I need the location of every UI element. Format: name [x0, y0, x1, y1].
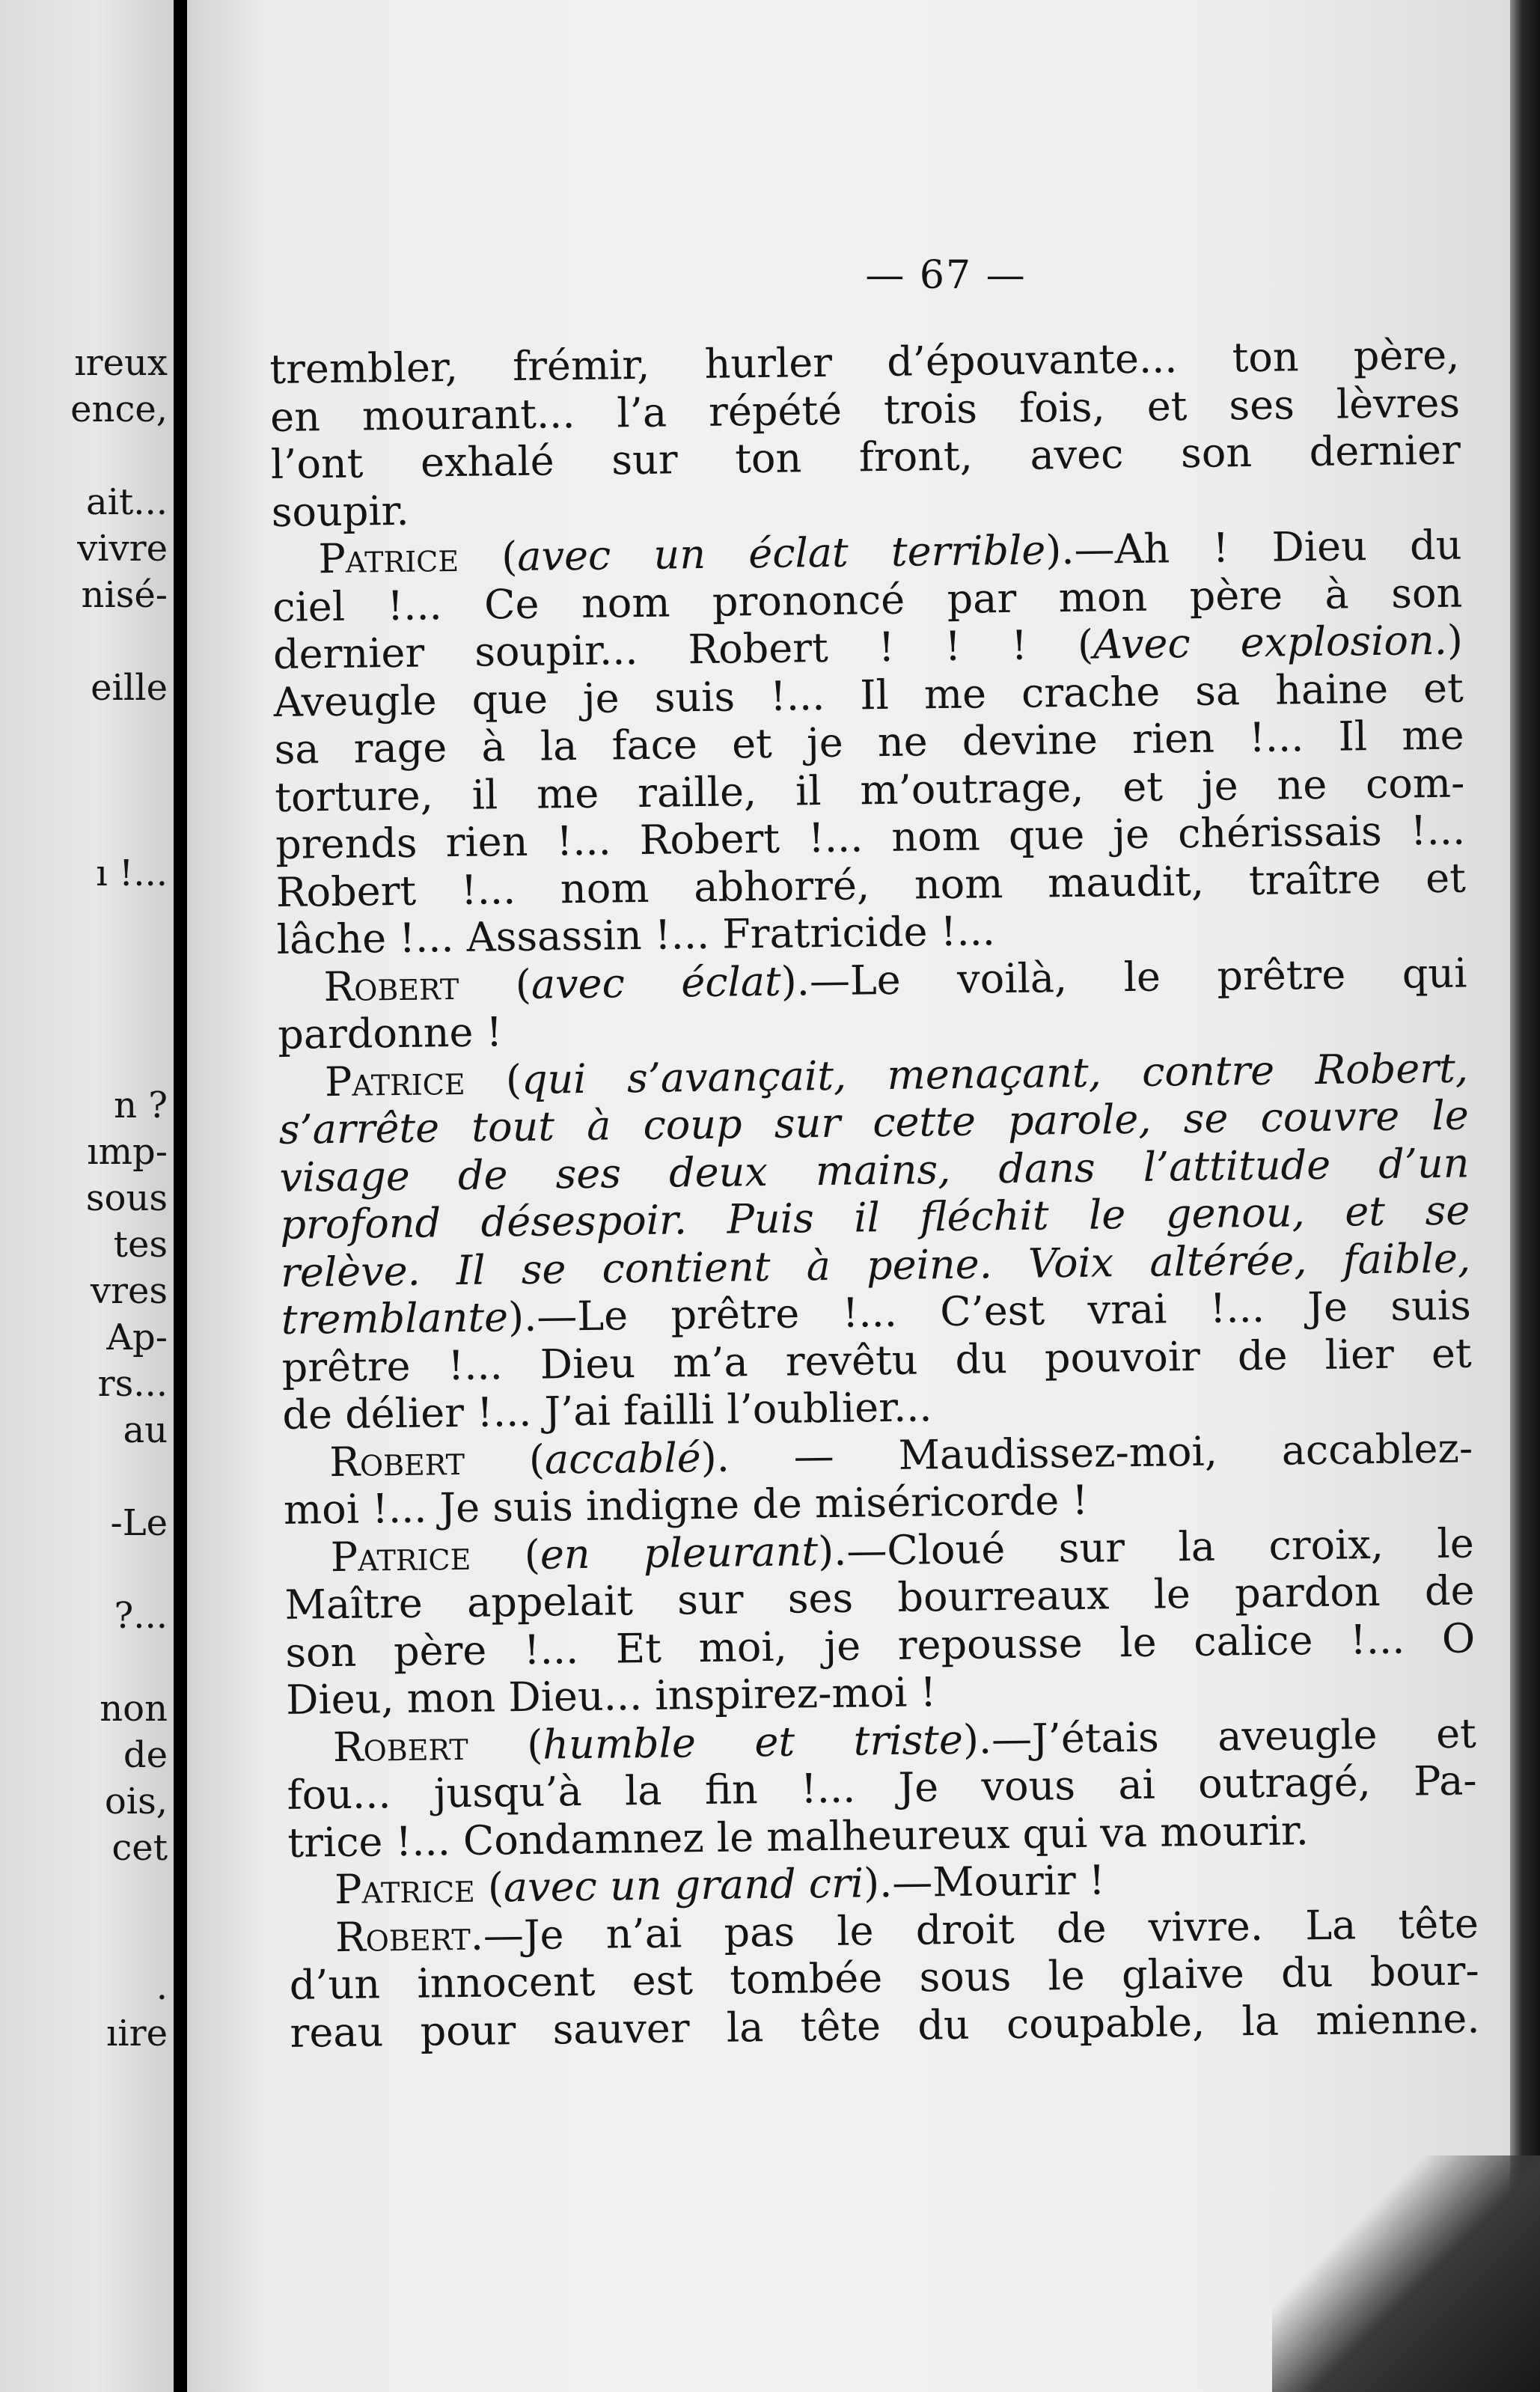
- text-segment: (: [458, 532, 518, 581]
- text-segment: (: [470, 1531, 541, 1579]
- speaker-name: Robert: [323, 961, 459, 1010]
- text-segment: ).—J’étais aveugle et: [962, 1709, 1477, 1763]
- text-segment: (: [458, 960, 532, 1009]
- left-page-fragment: ımp-: [87, 1131, 168, 1173]
- stage-direction: visage de ses deux mains, dans l’attitude d’un: [279, 1138, 1470, 1201]
- left-page-fragment: ı !...: [96, 852, 168, 894]
- text-segment: pardonne !: [277, 1008, 503, 1058]
- stage-direction: en pleurant: [540, 1527, 819, 1578]
- text-segment: son père !... Et moi, je repousse le calice !... O: [284, 1614, 1476, 1676]
- speaker-name: Robert: [332, 1721, 469, 1771]
- text-segment: l’ont exhalé sur ton front, avec son dernier: [270, 426, 1461, 488]
- left-page-fragment: de: [123, 1734, 168, 1776]
- left-page-fragment: tes: [113, 1224, 168, 1266]
- text-segment: ). — Maudissez-moi, accablez-: [700, 1424, 1473, 1481]
- speaker-name: Patrice: [324, 1056, 465, 1105]
- left-page-fragment: n ?: [114, 1084, 168, 1126]
- text-segment: ).—Le voilà, le prêtre qui: [780, 949, 1467, 1005]
- speaker-name: Patrice: [334, 1864, 476, 1914]
- book-gutter: [174, 0, 187, 2392]
- text-segment: Maître appelait sur ses bourreaux le pardon de: [284, 1566, 1475, 1629]
- text-segment: ).—Le prêtre !... C’est vrai !... Je suis: [507, 1281, 1472, 1341]
- text-segment: de délier !... J’ai failli l’oublier...: [282, 1383, 932, 1438]
- left-page-fragment: vivre: [77, 528, 168, 570]
- text-segment: ): [1446, 616, 1464, 664]
- left-page-fragment: cet: [111, 1827, 168, 1869]
- speaker-name: Robert: [334, 1912, 471, 1961]
- left-page-fragment: sous: [85, 1177, 168, 1219]
- stage-direction: tremblante: [281, 1293, 509, 1343]
- text-segment: soupir.: [271, 486, 409, 536]
- text-segment: Robert !... nom abhorré, nom maudit, traître et: [275, 854, 1467, 916]
- left-page-fragment: ois,: [104, 1781, 168, 1822]
- page-number: — 67 —: [865, 253, 1027, 298]
- stage-direction: relève. Il se contient à peine. Voix altérée, faible,: [280, 1233, 1471, 1296]
- corner-shadow: [1272, 2155, 1540, 2392]
- left-page-fragment: nisé-: [81, 574, 168, 616]
- text-segment: ).—Ah ! Dieu du: [1045, 521, 1462, 574]
- text-segment: ciel !... Ce nom prononcé par mon père à son: [272, 569, 1463, 631]
- text-segment: prêtre !... Dieu m’a revêtu du pouvoir de lier et: [281, 1328, 1472, 1391]
- speaker-name: Patrice: [330, 1531, 471, 1581]
- left-page-fragment: ıreux: [74, 342, 168, 384]
- text-segment: moi !... Je suis indigne de miséricorde !: [283, 1476, 1089, 1534]
- page-edge-shadow: [1510, 0, 1540, 2392]
- text-segment: torture, il me raille, il m’outrage, et je ne com-: [274, 759, 1465, 821]
- text-segment: .—Je n’ai pas le droit de vivre. La tête: [470, 1899, 1479, 1959]
- left-page-fragment: -Le: [110, 1502, 168, 1544]
- stage-direction: qui s’avançait, menaçant, contre Robert,: [521, 1044, 1469, 1103]
- text-segment: (: [474, 1864, 504, 1912]
- text-segment: trice !... Condamnez le malheureux qui va mourir.: [287, 1806, 1310, 1867]
- text-segment: lâche !... Assassin !... Fratricide !...: [276, 907, 996, 963]
- text-segment: (: [468, 1721, 543, 1769]
- left-page-fragment: Ap-: [106, 1316, 168, 1358]
- text-segment: fou... jusqu’à la fin !... Je vous ai outragé, Pa-: [287, 1757, 1477, 1819]
- left-page-fragment: ence,: [70, 388, 168, 430]
- stage-direction: accablé: [544, 1433, 701, 1483]
- text-segment: dernier soupir... Robert ! ! ! (: [272, 620, 1094, 678]
- text-segment: Aveugle que je suis !... Il me crache sa haine et: [273, 664, 1464, 726]
- text-segment: prends rien !... Robert !... nom que je chérissais !...: [275, 806, 1466, 868]
- stage-direction: avec éclat: [531, 957, 782, 1008]
- text-segment: (: [465, 1055, 522, 1104]
- stage-direction: avec un grand cri: [503, 1859, 864, 1912]
- left-page-fragment: au: [123, 1409, 168, 1451]
- left-facing-page: [0, 0, 174, 2392]
- left-page-fragment: .: [156, 1966, 168, 2008]
- left-page-fragment: non: [100, 1688, 168, 1730]
- left-page-fragment: rs...: [97, 1363, 168, 1405]
- stage-direction: humble et triste: [542, 1715, 964, 1769]
- left-page-fragment: ait...: [85, 481, 168, 523]
- text-segment: Dieu, mon Dieu... inspirez-moi !: [285, 1668, 937, 1724]
- left-page-fragment: ıire: [106, 2013, 168, 2054]
- left-page-fragment: eille: [91, 667, 168, 709]
- stage-direction: profond désespoir. Puis il fléchit le genou, et se: [279, 1186, 1470, 1248]
- left-page-fragment: vres: [90, 1270, 168, 1312]
- text-segment: ).—Mourir !: [863, 1856, 1106, 1907]
- text-segment: (: [464, 1435, 546, 1484]
- text-segment: d’un innocent est tombée sous le glaive du bour-: [289, 1947, 1480, 2009]
- stage-direction: avec un éclat terrible: [516, 526, 1046, 580]
- stage-direction: s’arrête tout à coup sur cette parole, se couvre le: [278, 1091, 1470, 1153]
- text-segment: en mourant... l’a répété trois fois, et ses lèvres: [269, 379, 1461, 441]
- main-page: [187, 0, 1510, 2392]
- speaker-name: Robert: [329, 1436, 465, 1486]
- speaker-name: Patrice: [318, 533, 459, 583]
- text-segment: reau pour sauver la tête du coupable, la mienne.: [290, 1994, 1480, 2057]
- body-text: [269, 332, 1480, 2057]
- stage-direction: Avec explosion.: [1093, 616, 1448, 668]
- text-segment: sa rage à la face et je ne devine rien !... Il me: [274, 711, 1464, 773]
- text-segment: ).—Cloué sur la croix, le: [817, 1519, 1475, 1575]
- left-page-fragment: ?...: [114, 1595, 168, 1637]
- text-segment: trembler, frémir, hurler d’épouvante... ton père,: [269, 331, 1460, 393]
